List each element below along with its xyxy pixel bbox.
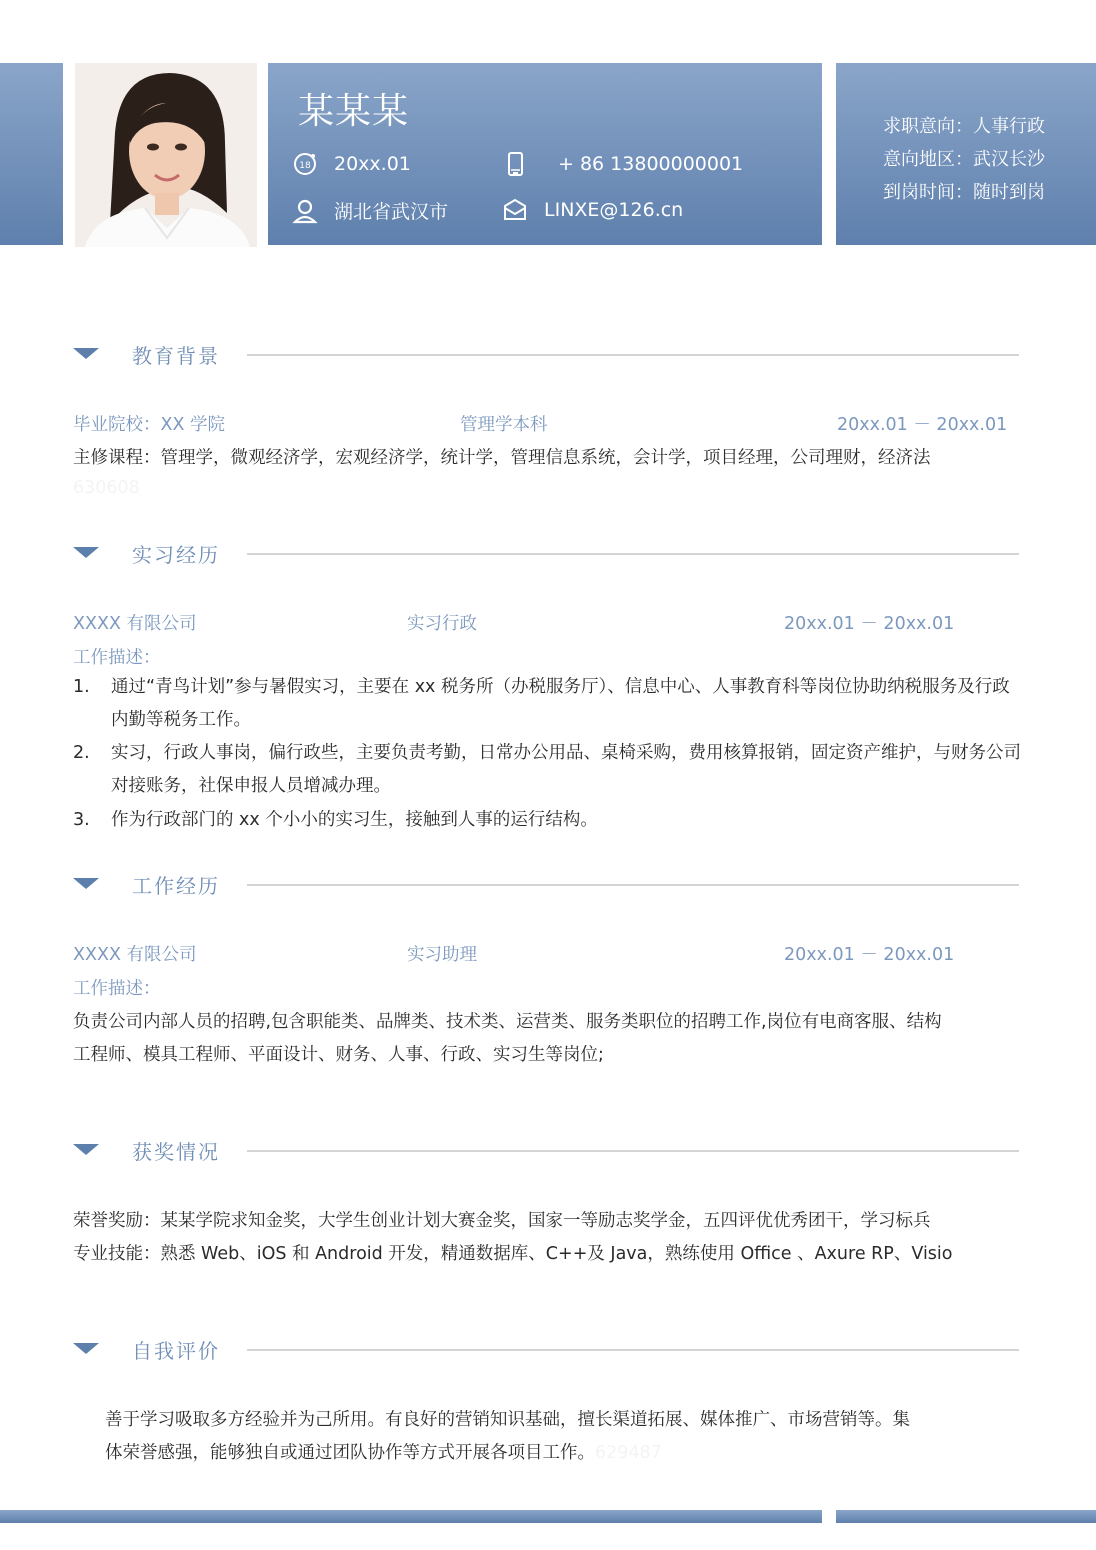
self-faint-code: 629487 [595, 1443, 662, 1463]
mail-icon [502, 197, 528, 223]
section-work-header [73, 870, 1019, 900]
self-eval-line [105, 1439, 662, 1464]
divider [247, 553, 1019, 555]
self-eval-line: 善于学习吸取多方经验并为己所用。有良好的营销知识基础，擅长渠道拓展、媒体推广、市场营销等。集 [105, 1410, 910, 1430]
work-desc-label: 工作描述： [73, 979, 161, 999]
section-awards-header [73, 1136, 1019, 1166]
section-title: 实习经历 [132, 543, 220, 567]
section-title: 自我评价 [132, 1339, 220, 1363]
list-item: 作为行政部门的 xx 个小小的实习生，接触到人事的运行结构。 [111, 810, 598, 830]
location-info [292, 197, 448, 224]
header-right-panel [836, 63, 1096, 245]
work-position: 实习助理 [407, 945, 477, 965]
portrait-image [75, 63, 257, 247]
edu-courses: 主修课程：管理学，微观经济学，宏观经济学，统计学，管理信息系统，会计学，项目经理，公司理财，经济法 [73, 448, 931, 468]
header-main-panel [268, 63, 822, 245]
svg-text:18: 18 [299, 161, 311, 171]
work-period: 20xx.01 － 20xx.01 [784, 945, 955, 965]
work-company: XXXX 有限公司 [73, 945, 197, 965]
footer-bar-right [836, 1510, 1096, 1523]
section-self-header [73, 1335, 1019, 1365]
phone-number: + 86 13800000001 [558, 153, 744, 175]
section-education-header [73, 340, 1019, 370]
location-text: 湖北省武汉市 [334, 201, 449, 223]
email-address[interactable]: LINXE@126.cn [544, 199, 684, 221]
section-title: 获奖情况 [132, 1140, 220, 1164]
divider [247, 354, 1019, 356]
list-number: 2. [73, 743, 90, 763]
work-desc-line: 负责公司内部人员的招聘,包含职能类、品牌类、技术类、运营类、服务类职位的招聘工作,岗位有电商客服、结构 [73, 1012, 942, 1032]
profile-photo [75, 63, 257, 247]
list-number: 1. [73, 677, 90, 697]
birth-info [292, 151, 411, 177]
edu-degree: 管理学本科 [460, 415, 548, 435]
intern-position: 实习行政 [407, 614, 477, 634]
phone-info [502, 151, 743, 177]
edu-school: 毕业院校：XX 学院 [73, 415, 226, 435]
intern-desc-label: 工作描述： [73, 648, 161, 668]
triangle-down-icon [73, 1343, 99, 1354]
awards-honors: 荣誉奖励：某某学院求知金奖，大学生创业计划大赛金奖，国家一等励志奖学金，五四评优优秀团干，学习标兵 [73, 1211, 931, 1231]
job-intent: 求职意向：人事行政 [883, 116, 1045, 137]
divider [247, 884, 1019, 886]
list-item: 通过“青鸟计划”参与暑假实习，主要在 xx 税务所（办税服务厅）、信息中心、人事教育科等岗位协助纳税服务及行政内勤等税务工作。 [111, 677, 1010, 730]
intended-region: 意向地区：武汉长沙 [883, 149, 1045, 170]
header-left-band [0, 63, 63, 245]
section-title: 工作经历 [132, 874, 220, 898]
section-internship-header [73, 539, 1019, 569]
awards-skills: 专业技能：熟悉 Web、iOS 和 Android 开发，精通数据库、C++及 Java，熟练使用 Office 、Axure RP、Visio [73, 1244, 953, 1264]
triangle-down-icon [73, 348, 99, 359]
intern-company: XXXX 有限公司 [73, 614, 197, 634]
edu-faint-code: 630608 [73, 478, 140, 498]
triangle-down-icon [73, 878, 99, 889]
edu-period: 20xx.01 － 20xx.01 [837, 415, 1008, 435]
person-location-icon [292, 198, 318, 224]
list-number: 3. [73, 810, 90, 830]
list-item: 实习，行政人事岗，偏行政些，主要负责考勤，日常办公用品、桌椅采购，费用核算报销，固定资产维护，与财务公司对接账务，社保申报人员增减办理。 [111, 743, 1021, 796]
triangle-down-icon [73, 547, 99, 558]
age-18-icon [292, 151, 318, 177]
divider [247, 1150, 1019, 1152]
intern-period: 20xx.01 － 20xx.01 [784, 614, 955, 634]
triangle-down-icon [73, 1144, 99, 1155]
self-eval-text: 体荣誉感强，能够独自或通过团队协作等方式开展各项目工作。 [105, 1443, 595, 1463]
email-info [502, 197, 683, 223]
footer-bar-left [0, 1510, 822, 1523]
phone-icon [502, 151, 528, 177]
arrival-time: 到岗时间：随时到岗 [883, 182, 1045, 203]
work-desc-line: 工程师、模具工程师、平面设计、财务、人事、行政、实习生等岗位; [73, 1045, 604, 1065]
divider [247, 1349, 1019, 1351]
candidate-name: 某某某 [298, 91, 410, 132]
section-title: 教育背景 [132, 344, 220, 368]
birth-date: 20xx.01 [334, 153, 411, 175]
